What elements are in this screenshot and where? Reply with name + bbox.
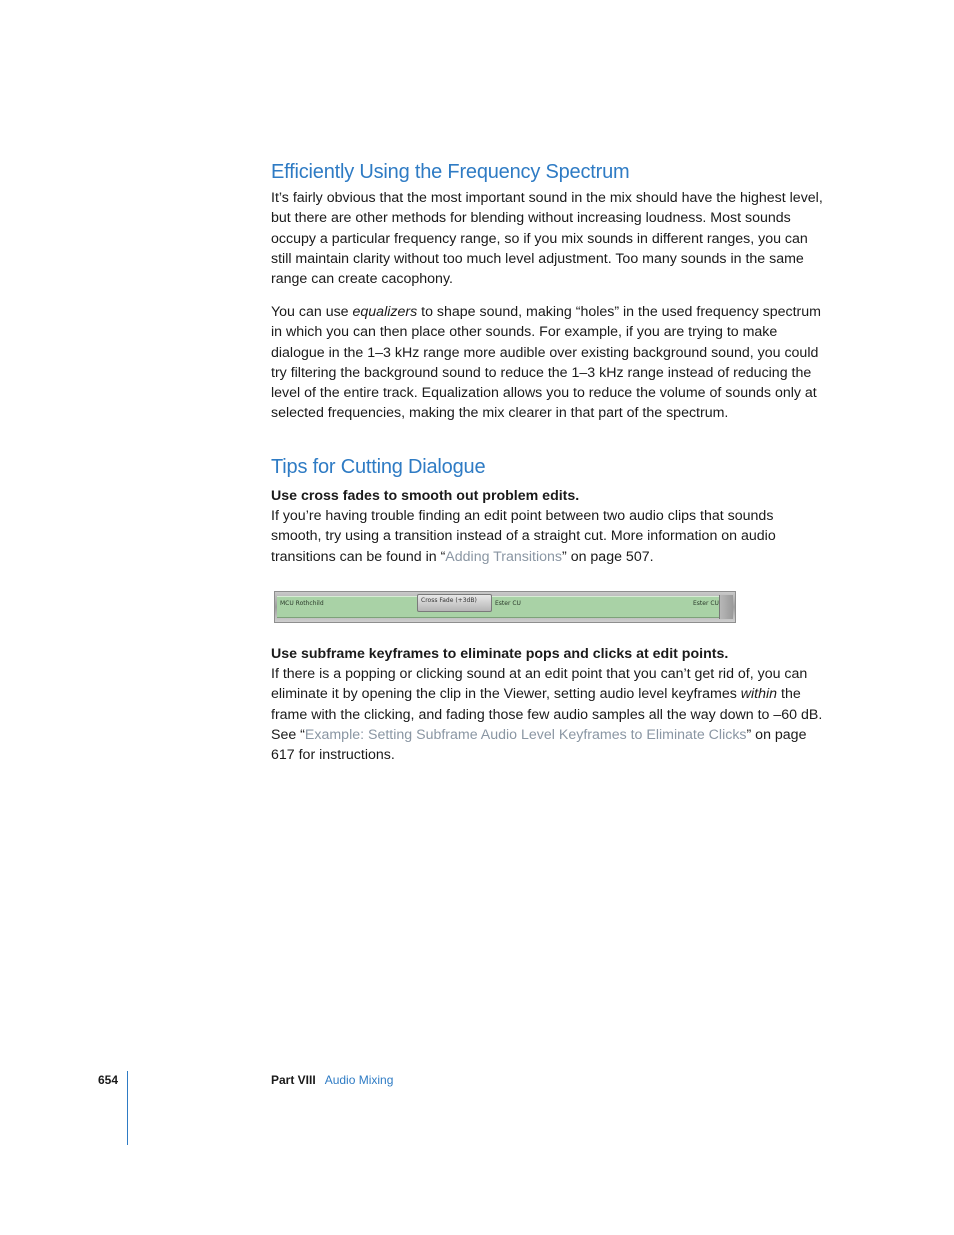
clip-label: Ester CU [693, 600, 719, 607]
footer-part-label [271, 1073, 393, 1087]
part-number: Part VIII [271, 1073, 316, 1087]
paragraph-text: ” on page 507. [562, 548, 654, 565]
paragraph-text: ” on page 617 for instructions. [271, 726, 807, 764]
paragraph-text: to shape sound, making “holes” in the used frequency spectrum in which you can then place other sounds. For example, if you are trying to make dialogue in the 1–3 kHz range more audible over existing background sound, you could try filtering the background sound to reduce the 1–3 kHz range instead of reducing the level of the entire track. Equalization allows you to reduce the volume of sounds only at selected frequencies, making the mix clearer in that part of the spectrum. [271, 304, 821, 422]
cross-fade-transition [417, 594, 492, 612]
paragraph-equalizers [271, 302, 827, 424]
paragraph-subframe-keyframes [271, 664, 827, 765]
footer-divider [127, 1071, 128, 1145]
emphasis-equalizers: equalizers [352, 304, 418, 320]
clip-label: MCU Rothchild [280, 600, 324, 607]
section-heading-cutting-dialogue: Tips for Cutting Dialogue [271, 456, 486, 478]
timeline-track-figure [274, 591, 736, 623]
transition-label: Cross Fade (+3dB) [421, 597, 477, 604]
part-section-link[interactable]: Audio Mixing [324, 1073, 394, 1087]
emphasis-within: within [740, 686, 778, 703]
audio-clip-rothchild [277, 596, 419, 618]
paragraph-cross-fades [271, 506, 827, 567]
link-adding-transitions[interactable]: Adding Transitions [445, 548, 563, 565]
paragraph-text: If you’re having trouble finding an edit point between two audio clips that sounds smooth, try using a transition instead of a straight cut. More information on audio transitions can be found in “ [271, 508, 776, 565]
section-heading-frequency-spectrum: Efficiently Using the Frequency Spectrum [271, 161, 630, 183]
track-end-handle [719, 595, 733, 619]
clip-label: Ester CU [495, 600, 521, 607]
paragraph-text: If there is a popping or clicking sound at an edit point that you can’t get rid of, you can eliminate it by opening the clip in the Viewer, setting audio level keyframes [271, 666, 808, 703]
paragraph-text: You can use [271, 304, 353, 320]
paragraph-intro: It’s fairly obvious that the most important sound in the mix should have the highest level, but there are other methods for blending without increasing loudness. Most sounds occupy a particular frequency range, so if you mix sounds in different ranges, you can still maintain clarity without too much level adjustment. Too many sounds in the same range can create cacophony. [271, 190, 823, 288]
page-number: 654 [98, 1073, 119, 1087]
link-subframe-keyframes-example[interactable]: Example: Setting Subframe Audio Level Keyframes to Eliminate Clicks [304, 726, 747, 743]
tip-title-cross-fades: Use cross fades to smooth out problem edits. [271, 488, 580, 504]
tip-title-subframe-keyframes: Use subframe keyframes to eliminate pops and clicks at edit points. [271, 646, 729, 662]
paragraph-text: the frame with the clicking, and fading those few audio samples all the way down to –60 dB. See “ [271, 686, 823, 743]
